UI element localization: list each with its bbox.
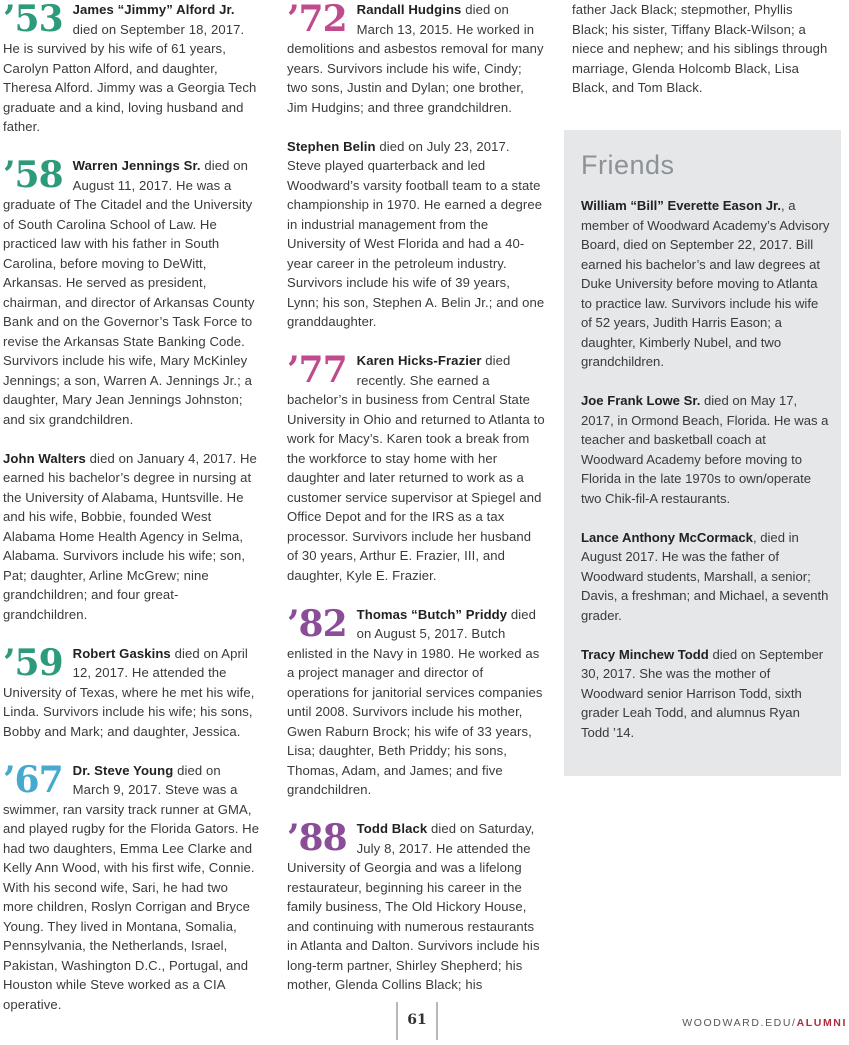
obituary-text: died on August 5, 2017. Butch enlisted in the Navy in 1980. He worked as a project manager and director of operations for janitorial services companies until 2008. Survivors include his mother, Gwen Raburn Brock; his wife of 33 years, Lisa; daughter, Beth Priddy; his sons, Thomas, Adam, and James; and five grandchildren.	[287, 606, 543, 797]
friend-entry	[581, 391, 831, 508]
friend-text: died on May 17, 2017, in Ormond Beach, Florida. He was a teacher and basketball coach at Woodward Academy before moving to Florida in the late 1970s to own/operate two Chik-fil-A restaurants.	[581, 393, 829, 506]
obituary-entry	[3, 758, 261, 1015]
obituary-entry	[287, 137, 545, 332]
friends-heading: Friends	[581, 150, 675, 180]
friend-text: , a member of Woodward Academy’s Advisory Board, died on September 22, 2017. Bill earned his bachelor’s and law degrees at Duke University before moving to Atlanta to practice law. Survivors include his wife of 52 years, Judith Harris Eason; a daughter, Kimberly Nubel, and two grandchildren.	[581, 198, 830, 369]
friend-name: William “Bill” Everette Eason Jr.	[581, 198, 781, 213]
obituary-entry	[3, 156, 261, 429]
footer-divider-right	[436, 1002, 438, 1040]
obituary-name: Randall Hudgins	[356, 2, 462, 17]
obituary-name: Todd Black	[356, 821, 428, 836]
obituary-text: died recently. She earned a bachelor’s in business from Central State University in Ohio and returned to Atlanta to work for Macy’s. Karen took a break from the workforce to stay home with her daughter and later returned to work as a customer service supervisor at Spiegel and Office Depot and for the IRS as a tax processor. Survivors include her husband of 30 years, Arthur E. Frazier, III, and daughter, Kyle E. Frazier.	[287, 353, 545, 583]
site-prefix: WOODWARD.EDU/	[682, 1017, 797, 1029]
class-year: ’82	[287, 602, 347, 645]
friend-text: died on September 30, 2017. She was the mother of Woodward senior Harrison Todd, sixth grader Leah Todd, and alumnus Ryan Todd ’14.	[581, 646, 824, 740]
obituary-name: Warren Jennings Sr.	[72, 158, 201, 173]
class-year: ’88	[287, 817, 347, 859]
obituary-entry	[3, 449, 261, 625]
obituary-text: died on Saturday, July 8, 2017. He attended the University of Georgia and was a lifelong restaurateur, beginning his career in the family business, The Old Hickory House, and continuing with numerous restaurants in Atlanta and Dalton. Survivors include his long-term partner, Shirley Shepherd; his mother, Glenda Collins Black; his	[287, 821, 540, 992]
obituary-text: died on August 11, 2017. He was a graduate of The Citadel and the University of South Carolina School of Law. He practiced law with his father in South Carolina, before moving to DeWitt, Arkansas. He served as president, chairman, and director of Arkansas County Bank and on the Governor’s Task Force to revise the Arkansas State Banking Code. Survivors include his wife, Mary McKinley Jennings; a son, Warren A. Jennings Jr.; a daughter, Mary Jean Jennings Johnston; and six grandchildren.	[3, 158, 255, 427]
site-section: ALUMNI	[796, 1017, 847, 1029]
footer-site-link[interactable]	[682, 1017, 847, 1029]
obituary-text: died on March 13, 2015. He worked in demolitions and asbestos removal for many years. Survivors include his wife, Cindy; two sons, Justin and Dylan; one brother, Jim Hudgins; and three grandchildren.	[287, 2, 544, 115]
obituary-text: died on July 23, 2017. Steve played quarterback and led Woodward’s varsity football team to a state championship in 1970. He earned a degree in industrial management from the University of West Florida and had a 40-year career in the petroleum industry. Survivors include his wife of 39 years, Lynn; his son, Stephen A. Belin Jr.; and one granddaughter.	[287, 138, 545, 329]
obituary-entry	[287, 0, 545, 117]
friends-sidebar	[564, 130, 841, 776]
obituary-entry	[287, 602, 545, 800]
friend-name: Lance Anthony McCormack	[581, 529, 753, 545]
friend-entry	[581, 528, 831, 626]
obituary-text: died on March 9, 2017. Steve was a swimmer, ran varsity track runner at GMA, and played rugby for the Florida Gators. He had two daughters, Emma Lee Clarke and Kelly Ann Wood, with his first wife, Connie. With his second wife, Sari, he had two more children, Roslyn Corrigan and Bryce Young. They lived in Montana, Somalia, Pennsylvania, the Netherlands, Israel, Pakistan, Washington D.C., Portugal, and Houston while Steve worked as a CIA operative.	[3, 762, 260, 1012]
class-year: ’53	[3, 0, 63, 40]
obituary-name: John Walters	[3, 450, 86, 466]
obituary-name: James “Jimmy” Alford Jr.	[72, 2, 235, 17]
obituary-text: died on January 4, 2017. He earned his bachelor’s degree in nursing at the University of Alabama, Huntsville. He and his wife, Bobbie, founded West Alabama Home Health Agency in Selma, Alabama. Survivors include his wife; son, Pat; daughter, Arline McGrew; nine grandchildren; and four great-grandchildren.	[3, 450, 257, 622]
page-number: 61	[407, 1012, 427, 1028]
class-year: ’67	[3, 758, 63, 801]
friend-entry	[581, 645, 831, 743]
friend-name: Joe Frank Lowe Sr.	[581, 393, 701, 408]
obituary-name: Karen Hicks-Frazier	[356, 353, 482, 368]
obituary-entry	[3, 0, 261, 137]
obituary-entry	[3, 641, 261, 742]
class-year: ’58	[3, 154, 63, 196]
obituary-text: died on April 12, 2017. He attended the University of Texas, where he met his wife, Linda. Survivors include his wife; his sons, Bobby and Mark; and daughter, Jessica.	[3, 645, 255, 739]
class-year: ’59	[3, 641, 63, 684]
obituary-entry	[287, 351, 545, 585]
obituary-name: Dr. Steve Young	[72, 762, 174, 778]
class-year: ’77	[287, 349, 347, 391]
obituary-entry	[287, 819, 545, 995]
obituary-name: Thomas “Butch” Priddy	[356, 606, 508, 622]
friend-text: , died in August 2017. He was the father of Woodward students, Marshall, a senior; Davis, a freshman; and Michael, a seventh grader.	[581, 529, 829, 623]
obituary-continuation: father Jack Black; stepmother, Phyllis Black; his sister, Tiffany Black-Wilson; a niece and nephew; and his siblings through marriage, Glenda Holcomb Black, Lisa Black, and Tom Black.	[572, 2, 828, 95]
obituary-name: Robert Gaskins	[72, 645, 171, 661]
footer-divider-left	[396, 1002, 398, 1040]
obituaries-column-3	[572, 0, 830, 98]
obituaries-column-1	[3, 0, 261, 1034]
obituary-text: died on September 18, 2017. He is survived by his wife of 61 years, Carolyn Patton Alford, and daughter, Theresa Alford. Jimmy was a Georgia Tech graduate and a kind, loving husband and father.	[3, 21, 257, 134]
friend-name: Tracy Minchew Todd	[581, 646, 709, 662]
class-year: ’72	[287, 0, 347, 40]
friend-entry	[581, 196, 831, 372]
obituary-name: Stephen Belin	[287, 138, 376, 154]
obituaries-column-2	[287, 0, 545, 1014]
